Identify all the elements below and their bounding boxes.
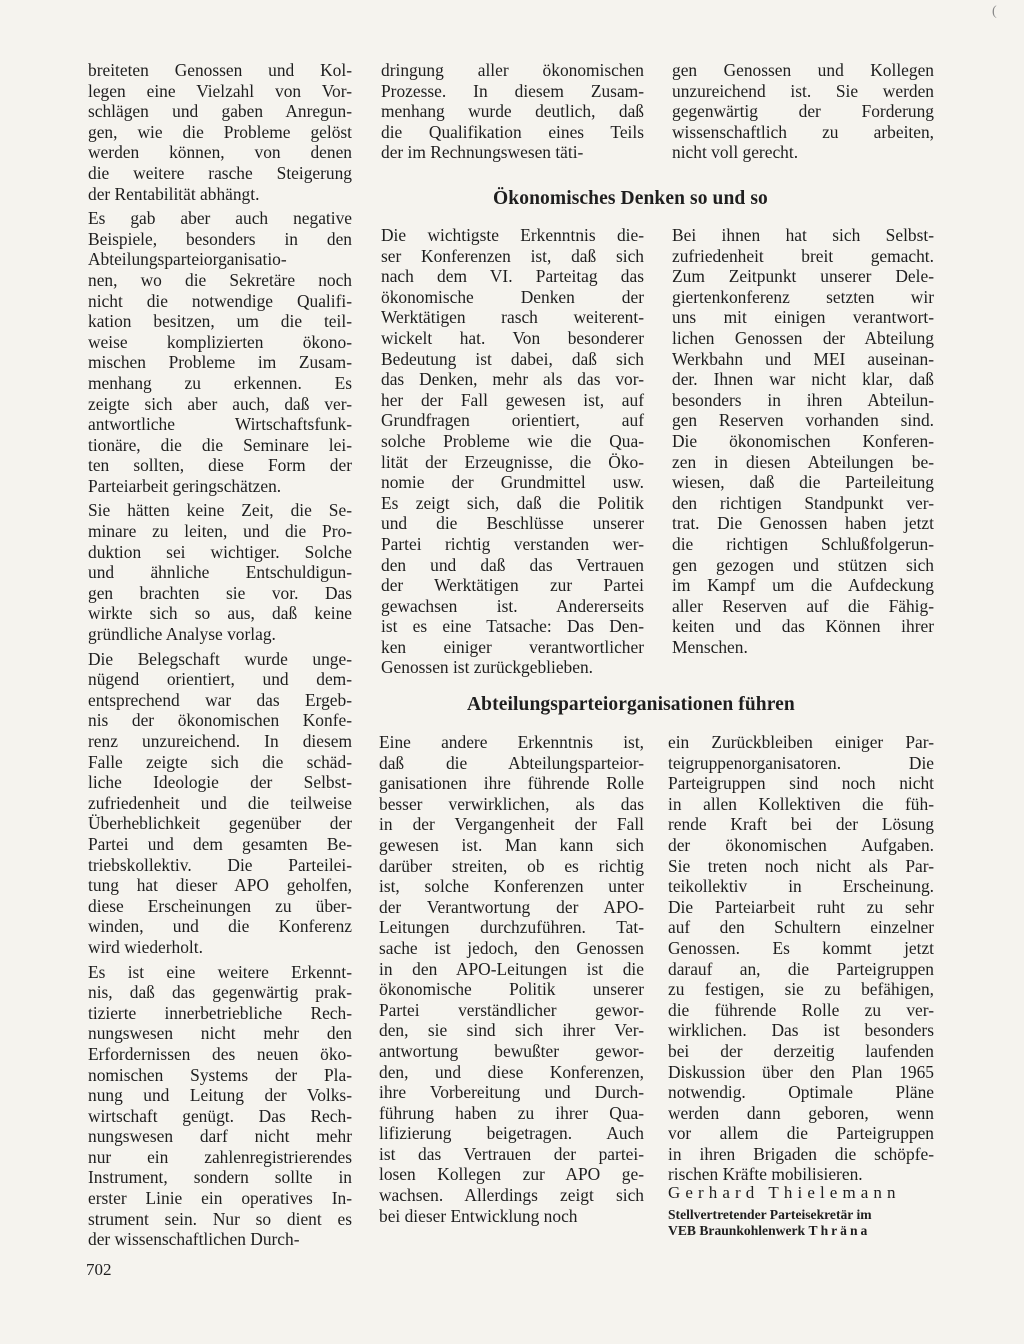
text-line: führung haben zu ihrer Qua- bbox=[379, 1102, 644, 1123]
column-1-text bbox=[88, 60, 352, 1254]
text-line: besser verwirklichen, als das bbox=[379, 793, 644, 814]
text-line: nen, wo die Sekretäre noch bbox=[88, 269, 352, 290]
text-line: das Denken, mehr als das vor- bbox=[381, 369, 644, 390]
text-line: und ähnliche Entschuldigun- bbox=[88, 562, 352, 583]
text-line: werden dann geboren, wenn bbox=[668, 1102, 934, 1123]
text-line: ökonomische Denken der bbox=[381, 286, 644, 307]
paragraph bbox=[88, 649, 352, 958]
text-line: den und daß das Vertrauen bbox=[381, 554, 644, 575]
text-line: zeigte sich aber auch, daß ver- bbox=[88, 393, 352, 414]
text-line: der Verantwortung der APO- bbox=[379, 896, 644, 917]
text-line: legen eine Vielzahl von Vor- bbox=[88, 80, 352, 101]
text-line: ist es eine Tatsache: Das Den- bbox=[381, 616, 644, 637]
text-line: nomie der Grundmittel usw. bbox=[381, 472, 644, 493]
text-line: der ökonomischen Aufgaben. bbox=[668, 834, 934, 855]
text-line: Erfordernissen des neuen öko- bbox=[88, 1043, 352, 1064]
text-line: nung und Leitung der Volks- bbox=[88, 1085, 352, 1106]
text-line: losen Kollegen zur APO ge- bbox=[379, 1164, 644, 1185]
text-line: Prozesse. In diesem Zusam- bbox=[381, 80, 644, 101]
text-line: ken einiger verantwortlicher bbox=[381, 636, 644, 657]
text-line: der wissenschaftlichen Durch- bbox=[88, 1229, 300, 1250]
text-line: Grundfragen orientiert, auf bbox=[381, 410, 644, 431]
text-line: zu festigen, sie zu befähigen, bbox=[668, 979, 934, 1000]
text-line: Die Belegschaft wurde unge- bbox=[88, 648, 352, 669]
text-line: in der Vergangenheit der Fall bbox=[379, 814, 644, 835]
author-role-line-2 bbox=[668, 1223, 872, 1239]
text-line: lichen Genossen der Abteilung bbox=[672, 327, 934, 348]
author-location: Thräna bbox=[808, 1223, 871, 1238]
text-line: gen gezogen und stützen sich bbox=[672, 554, 934, 575]
text-line: vor allem die Parteigruppen bbox=[668, 1123, 934, 1144]
text-line: weise komplizierten ökono- bbox=[88, 331, 352, 352]
text-line: nis, daß das gegenwärtig prak- bbox=[88, 982, 352, 1003]
text-line: Parteigruppen sind noch nicht bbox=[668, 773, 934, 794]
paragraph bbox=[668, 732, 934, 1185]
text-line: wirtschaft genügt. Das Rech- bbox=[88, 1105, 352, 1126]
text-line: schlägen und gaben Anregun- bbox=[88, 101, 352, 122]
text-line: wissenschaftlich zu arbeiten, bbox=[672, 121, 934, 142]
text-line: der Werktätigen zur Partei bbox=[381, 575, 644, 596]
text-line: menhang zu erkennen. Es bbox=[88, 372, 352, 393]
text-line: unzureichend ist. Sie werden bbox=[672, 80, 934, 101]
text-line: antwortliche Wirtschaftsfunk- bbox=[88, 414, 352, 435]
text-line: darauf an, die Parteigruppen bbox=[668, 958, 934, 979]
column-3-bottom-text bbox=[668, 732, 934, 1189]
text-line: teikollektiv in Erscheinung. bbox=[668, 876, 934, 897]
text-line: der Rentabilität abhängt. bbox=[88, 183, 260, 204]
text-line: Beispiele, besonders in den bbox=[88, 228, 352, 249]
text-line: gen, wie die Probleme gelöst bbox=[88, 121, 352, 142]
text-line: nis der ökonomischen Konfe- bbox=[88, 710, 352, 731]
text-line: solche Probleme wie die Qua- bbox=[381, 430, 644, 451]
text-line: ökonomische Politik unserer bbox=[379, 979, 644, 1000]
text-line: lifizierung beigetragen. Auch bbox=[379, 1123, 644, 1144]
text-line: Bedeutung ist dabei, daß sich bbox=[381, 348, 644, 369]
text-line: Leitungen durchzuführen. Tat- bbox=[379, 917, 644, 938]
text-line: wachsen. Allerdings zeigt sich bbox=[379, 1185, 644, 1206]
text-line: besonders in ihren Abteilun- bbox=[672, 389, 934, 410]
text-line: gewesen ist. Man kann sich bbox=[379, 834, 644, 855]
text-line: keiten und das Können ihrer bbox=[672, 616, 934, 637]
text-line: giertenkonferenz setzten wir bbox=[672, 286, 934, 307]
text-line: renz unzureichend. In diesem bbox=[88, 731, 352, 751]
text-line: kation besitzen, um die teil- bbox=[88, 311, 352, 332]
text-line: gen Reserven vorhanden sind. bbox=[672, 410, 934, 431]
text-line: Die Parteiarbeit ruht zu sehr bbox=[668, 896, 934, 917]
text-line: ihre Vorbereitung und Durch- bbox=[379, 1082, 644, 1103]
text-line: wiesen, daß die Parteileitung bbox=[672, 472, 934, 493]
text-line: den, sie sind sich ihrer Ver- bbox=[379, 1020, 644, 1041]
column-3-middle-text bbox=[672, 225, 934, 661]
text-line: werden können, von denen bbox=[88, 142, 352, 163]
text-line: nicht voll gerecht. bbox=[672, 142, 799, 163]
text-line: die Qualifikation eines Teils bbox=[381, 121, 644, 142]
paragraph bbox=[88, 500, 352, 644]
text-line: den, und diese Konferenzen, bbox=[379, 1061, 644, 1082]
text-line: nach dem VI. Parteitag das bbox=[381, 266, 644, 287]
heading-oekonomisches-denken: Ökonomisches Denken so und so bbox=[493, 188, 768, 209]
text-line: daß die Abteilungsparteior- bbox=[379, 752, 644, 773]
text-line: mischen Probleme im Zusam- bbox=[88, 352, 352, 373]
text-line: wirklichen. Das ist besonders bbox=[668, 1020, 934, 1041]
text-line: auf den Schultern einzelner bbox=[668, 917, 934, 938]
text-line: Zum Zeitpunkt unserer Dele- bbox=[672, 266, 934, 287]
text-line: Sie treten noch nicht als Par- bbox=[668, 855, 934, 876]
text-line: erster Linie ein operatives In- bbox=[88, 1188, 352, 1209]
text-line: tung hat dieser APO geholfen, bbox=[88, 875, 352, 896]
heading-abteilungsparteiorganisationen: Abteilungsparteiorganisationen führen bbox=[467, 694, 795, 715]
text-line: Genossen ist zurückgeblieben. bbox=[381, 657, 594, 678]
text-line: Es gab aber auch negative bbox=[88, 208, 352, 229]
text-line: in den APO-Leitungen ist die bbox=[379, 958, 644, 979]
column-2-bottom-text bbox=[379, 732, 644, 1230]
text-line: Partei richtig verstanden wer- bbox=[381, 533, 644, 554]
column-2-middle-text bbox=[381, 225, 644, 682]
text-line: Werkbahn und MEI auseinan- bbox=[672, 348, 934, 369]
text-line: zufriedenheit und die teilweise bbox=[88, 792, 352, 813]
text-line: nicht die notwendige Qualifi- bbox=[88, 290, 352, 311]
text-line: dringung aller ökonomischen bbox=[381, 60, 644, 80]
text-line: in allen Kollektiven die füh- bbox=[668, 793, 934, 814]
text-line: nügend orientiert, und dem- bbox=[88, 669, 352, 690]
text-line: Werktätigen rasch weiterent- bbox=[381, 307, 644, 328]
text-line: triebskollektiv. Die Parteilei- bbox=[88, 854, 352, 875]
text-line: gegenwärtig der Forderung bbox=[672, 101, 934, 122]
text-line: der im Rechnungswesen täti- bbox=[381, 142, 584, 163]
paragraph bbox=[381, 225, 644, 678]
text-line: zufriedenheit breit gemacht. bbox=[672, 245, 934, 266]
text-line: Es zeigt sich, daß die Politik bbox=[381, 492, 644, 513]
text-line: wird wiederholt. bbox=[88, 936, 203, 957]
text-line: rischen Kräfte mobilisieren. bbox=[668, 1164, 863, 1185]
text-line: ser Konferenzen ist, daß sich bbox=[381, 245, 644, 266]
margin-mark: ( bbox=[992, 4, 997, 19]
text-line: die richtigen Schlußfolgerun- bbox=[672, 533, 934, 554]
paragraph bbox=[88, 208, 352, 496]
text-line: lität der Erzeugnisse, die Öko- bbox=[381, 451, 644, 472]
text-line: Eine andere Erkenntnis ist, bbox=[379, 732, 644, 752]
text-line: Diskussion über den Plan 1965 bbox=[668, 1061, 934, 1082]
text-line: ist das Vertrauen der partei- bbox=[379, 1143, 644, 1164]
author-role bbox=[668, 1207, 872, 1239]
text-line: diese Erscheinungen zu über- bbox=[88, 895, 352, 916]
author-role-line-1: Stellvertretender Parteisekretär im bbox=[668, 1207, 872, 1222]
text-line: nungswesen darf nicht mehr bbox=[88, 1126, 352, 1147]
text-line: Bei ihnen hat sich Selbst- bbox=[672, 225, 934, 245]
text-line: ten sollten, diese Form der bbox=[88, 455, 352, 476]
text-line: Überheblichkeit gegenüber der bbox=[88, 813, 352, 834]
text-line: notwendig. Optimale Pläne bbox=[668, 1082, 934, 1103]
text-line: darüber streiten, ob es richtig bbox=[379, 855, 644, 876]
text-line: Partei verständlicher gewor- bbox=[379, 999, 644, 1020]
text-line: der. Ihnen war nicht klar, daß bbox=[672, 369, 934, 390]
text-line: gewachsen ist. Andererseits bbox=[381, 595, 644, 616]
text-line: ein Zurückbleiben einiger Par- bbox=[668, 732, 934, 752]
paragraph bbox=[381, 60, 644, 163]
text-line: liche Ideologie der Selbst- bbox=[88, 772, 352, 793]
text-line: entsprechend war das Ergeb- bbox=[88, 689, 352, 710]
text-line: zen in diesen Abteilungen be- bbox=[672, 451, 934, 472]
text-line: winden, und die Konferenz bbox=[88, 916, 352, 937]
text-line: sache ist jedoch, den Genossen bbox=[379, 937, 644, 958]
text-line: aller Reserven auf die Fähig- bbox=[672, 595, 934, 616]
text-line: rende Kraft bei der Lösung bbox=[668, 814, 934, 835]
text-line: Sie hätten keine Zeit, die Se- bbox=[88, 500, 352, 521]
column-3-top-text bbox=[672, 60, 934, 167]
text-line: Die ökonomischen Konferen- bbox=[672, 430, 934, 451]
text-line: gründliche Analyse vorlag. bbox=[88, 624, 276, 645]
paragraph bbox=[88, 962, 352, 1250]
text-line: in ihren Brigaden die schöpfe- bbox=[668, 1143, 934, 1164]
text-line: ganisationen ihre führende Rolle bbox=[379, 773, 644, 794]
paragraph bbox=[379, 732, 644, 1226]
paragraph bbox=[672, 60, 934, 163]
text-line: wirkte sich so aus, daß keine bbox=[88, 603, 352, 624]
text-line: uns mit einigen verantwort- bbox=[672, 307, 934, 328]
text-line: Die wichtigste Erkenntnis die- bbox=[381, 225, 644, 245]
author-company: VEB Braunkohlenwerk bbox=[668, 1223, 806, 1238]
text-line: Partei und dem gesamten Be- bbox=[88, 833, 352, 854]
column-2-top-text bbox=[381, 60, 644, 167]
text-line: ist, solche Konferenzen unter bbox=[379, 876, 644, 897]
text-line: nomischen Systems der Pla- bbox=[88, 1064, 352, 1085]
text-line: tizierte innerbetriebliche Rech- bbox=[88, 1002, 352, 1023]
text-line: breiteten Genossen und Kol- bbox=[88, 60, 352, 80]
text-line: minare zu leiten, und die Pro- bbox=[88, 521, 352, 542]
text-line: Parteiarbeit geringschätzen. bbox=[88, 475, 282, 496]
text-line: menhang wurde deutlich, daß bbox=[381, 101, 644, 122]
text-line: duktion sei wichtiger. Solche bbox=[88, 541, 352, 562]
text-line: Es ist eine weitere Erkennt- bbox=[88, 961, 352, 982]
text-line: den richtigen Standpunkt ver- bbox=[672, 492, 934, 513]
text-line: Instrument, sondern sollte in bbox=[88, 1167, 352, 1188]
text-line: und die Beschlüsse unserer bbox=[381, 513, 644, 534]
text-line: nungswesen nicht mehr den bbox=[88, 1023, 352, 1044]
text-line: Abteilungsparteiorganisatio- bbox=[88, 249, 287, 270]
paragraph bbox=[88, 60, 352, 204]
text-line: antwortung bewußter gewor- bbox=[379, 1040, 644, 1061]
text-line: im Kampf um die Aufdeckung bbox=[672, 575, 934, 596]
text-line: nur ein zahlenregistrierendes bbox=[88, 1146, 352, 1167]
text-line: bei der derzeitig laufenden bbox=[668, 1040, 934, 1061]
text-line: Menschen. bbox=[672, 636, 748, 657]
text-line: gen Genossen und Kollegen bbox=[672, 60, 934, 80]
paragraph bbox=[672, 225, 934, 657]
text-line: gen brachten sie vor. Das bbox=[88, 582, 352, 603]
author-name: Gerhard Thielemann bbox=[668, 1183, 901, 1202]
page-number: 702 bbox=[86, 1260, 112, 1279]
text-line: wickelt hat. Von besonderer bbox=[381, 327, 644, 348]
text-line: die führende Rolle zu ver- bbox=[668, 999, 934, 1020]
text-line: Genossen. Es kommt jetzt bbox=[668, 937, 934, 958]
text-line: strument sein. Nur so dient es bbox=[88, 1208, 352, 1229]
text-line: bei dieser Entwicklung noch bbox=[379, 1205, 578, 1226]
text-line: die weitere rasche Steigerung bbox=[88, 162, 352, 183]
text-line: trat. Die Genossen haben jetzt bbox=[672, 513, 934, 534]
text-line: Falle zeigte sich die schäd- bbox=[88, 751, 352, 772]
text-line: teigruppenorganisatoren. Die bbox=[668, 752, 934, 773]
text-line: her der Fall gewesen ist, auf bbox=[381, 389, 644, 410]
text-line: tionäre, die die Seminare lei- bbox=[88, 434, 352, 455]
